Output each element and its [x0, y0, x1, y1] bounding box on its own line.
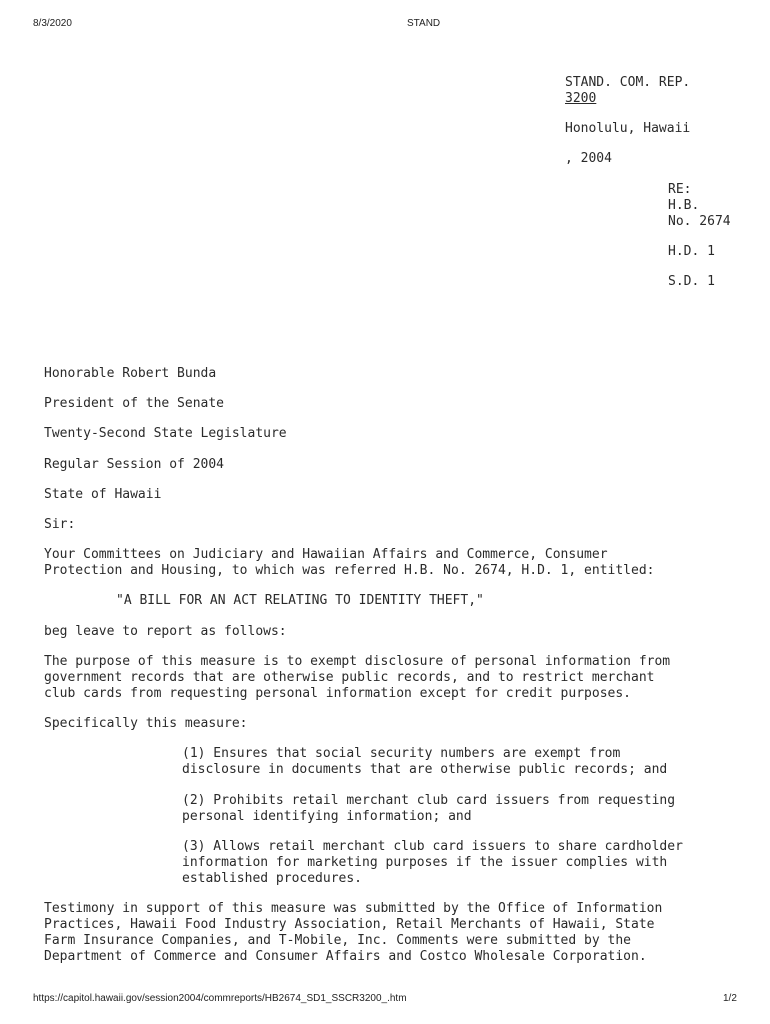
list-item-2: personal identifying information; and: [182, 809, 472, 824]
report-label: STAND. COM. REP.: [565, 75, 691, 90]
purpose-line: club cards from requesting personal information except for credit purposes.: [44, 686, 631, 701]
addressee-title: President of the Senate: [44, 396, 225, 411]
intro-line: Your Committees on Judiciary and Hawaiian Affairs and Commerce, Consumer: [44, 547, 608, 562]
testimony-line: Practices, Hawaii Food Industry Association, Retail Merchants of Hawaii, State: [44, 917, 655, 932]
testimony-line: Department of Commerce and Consumer Affairs and Costco Wholesale Corporation.: [44, 949, 647, 964]
report-location: Honolulu, Hawaii: [565, 121, 691, 136]
addressee-name: Honorable Robert Bunda: [44, 366, 217, 381]
re-hb-number: No. 2674: [668, 214, 731, 229]
salutation: Sir:: [44, 517, 76, 532]
list-item-3: information for marketing purposes if the issuer complies with: [182, 855, 668, 870]
testimony-line: Farm Insurance Companies, and T-Mobile, Inc. Comments were submitted by the: [44, 933, 631, 948]
specifically-line: Specifically this measure:: [44, 716, 248, 731]
list-item-3: (3) Allows retail merchant club card issuers to share cardholder: [182, 839, 683, 854]
bill-title: "A BILL FOR AN ACT RELATING TO IDENTITY THEFT,": [116, 593, 484, 608]
re-hb: H.B.: [668, 198, 700, 213]
report-number-link[interactable]: 3200: [565, 91, 597, 106]
addressee-legislature: Twenty-Second State Legislature: [44, 426, 287, 441]
list-item-1: (1) Ensures that social security numbers are exempt from: [182, 746, 621, 761]
re-label: RE:: [668, 182, 692, 197]
purpose-line: The purpose of this measure is to exempt disclosure of personal information from: [44, 654, 671, 669]
re-sd: S.D. 1: [668, 274, 715, 289]
list-item-3: established procedures.: [182, 871, 363, 886]
testimony-line: Testimony in support of this measure was submitted by the Office of Information: [44, 901, 663, 916]
list-item-1: disclosure in documents that are otherwise public records; and: [182, 762, 668, 777]
print-page-number: 1/2: [723, 993, 737, 1004]
purpose-line: government records that are otherwise public records, and to restrict merchant: [44, 670, 655, 685]
addressee-session: Regular Session of 2004: [44, 457, 225, 472]
addressee-state: State of Hawaii: [44, 487, 162, 502]
print-title: STAND: [407, 18, 441, 29]
print-date: 8/3/2020: [33, 18, 72, 29]
list-item-2: (2) Prohibits retail merchant club card issuers from requesting: [182, 793, 676, 808]
report-year: , 2004: [565, 151, 612, 166]
intro-line: Protection and Housing, to which was referred H.B. No. 2674, H.D. 1, entitled:: [44, 563, 655, 578]
re-hd: H.D. 1: [668, 244, 715, 259]
report-leave-line: beg leave to report as follows:: [44, 624, 287, 639]
print-url: https://capitol.hawaii.gov/session2004/commreports/HB2674_SD1_SSCR3200_.htm: [33, 993, 407, 1004]
